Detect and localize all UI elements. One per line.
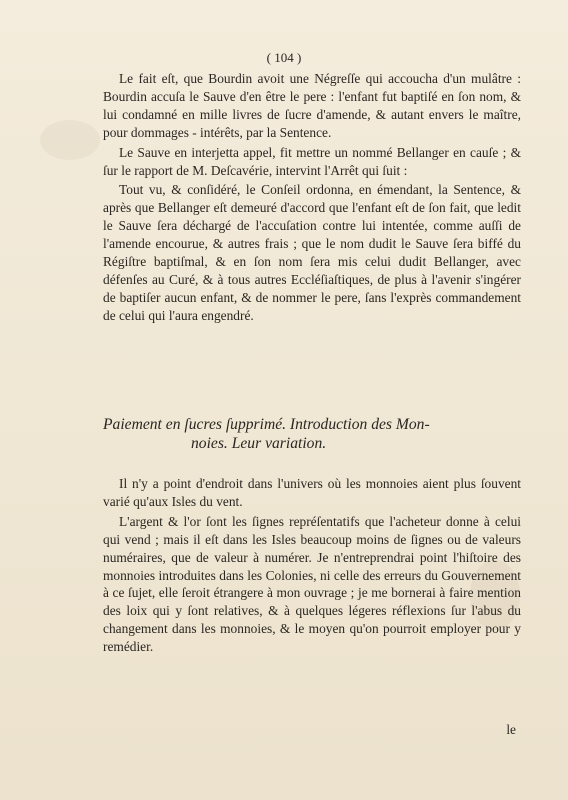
catchword: le bbox=[506, 722, 516, 737]
paragraph: Tout vu, & conſidéré, le Conſeil ordonna, en émendant, la Sentence, & après que Bellanger eſt demeuré d'accord que l'enfant eſt de ſon fait, que ledit le Sauve ſera déchargé de l'accuſation contre lui intentée, comme auſſi de l'amende encourue, & autres frais ; que le nom dudit le Sauve ſera biffé du Régiſtre baptiſmal, & en ſon nom ſera mis celui dudit Bellanger, avec défenſes au Curé, & à tous autres Eccléſiaſtiques, de plus à l'avenir s'ingérer de baptiſer aucun enfant, & de nommer le pere, ſans l'exprès commandement de celui qui l'aura engendré. bbox=[103, 182, 521, 323]
heading-line-1: Paiement en ſucres ſupprimé. Introduction des Mon- bbox=[103, 416, 430, 433]
section-heading bbox=[103, 416, 521, 453]
paragraph: Le Sauve en interjetta appel, fit mettre un nommé Bellanger en cauſe ; & ſur le rapport de M. Deſcavérie, intervint l'Arrêt qui ſuit : bbox=[103, 144, 521, 178]
section-1 bbox=[103, 70, 521, 325]
paragraph: L'argent & l'or ſont les ſignes repréſentatifs que l'acheteur donne à celui qui vend ; mais il eſt dans les Isles beaucoup moins de ſignes ou de valeurs numéraires, que de valeur à numérer. Je n'entreprendrai point l'hiſtoire des monnoies introduites dans les Colonies, ni celle des erreurs du Gouvernement à ce ſujet, elle ſeroit étrangere à mon ouvrage ; je me bornerai à faire mention des loix qui y ſont relatives, & à quelques légeres réflexions ſur l'abus du changement dans les monnoies, & le moyen qu'on pourroit employer pour y remédier. bbox=[103, 513, 521, 655]
paragraph: Il n'y a point d'endroit dans l'univers où les monnoies aient plus ſouvent varié qu'aux Isles du vent. bbox=[103, 476, 521, 509]
heading-line-2: noies. Leur variation. bbox=[191, 434, 327, 452]
foxing-stain bbox=[40, 120, 100, 160]
paragraph: Le fait eſt, que Bourdin avoit une Négreſſe qui accoucha d'un mulâtre : Bourdin accuſa le Sauve d'en être le pere : l'enfant fut baptiſé en ſon nom, & lui condamné en mille livres de ſucre d'amende, & autant envers le maître, pour dommages - intérêts, par la Sentence. bbox=[103, 71, 521, 140]
section-2 bbox=[103, 475, 521, 656]
page-number: ( 104 ) bbox=[266, 50, 302, 65]
